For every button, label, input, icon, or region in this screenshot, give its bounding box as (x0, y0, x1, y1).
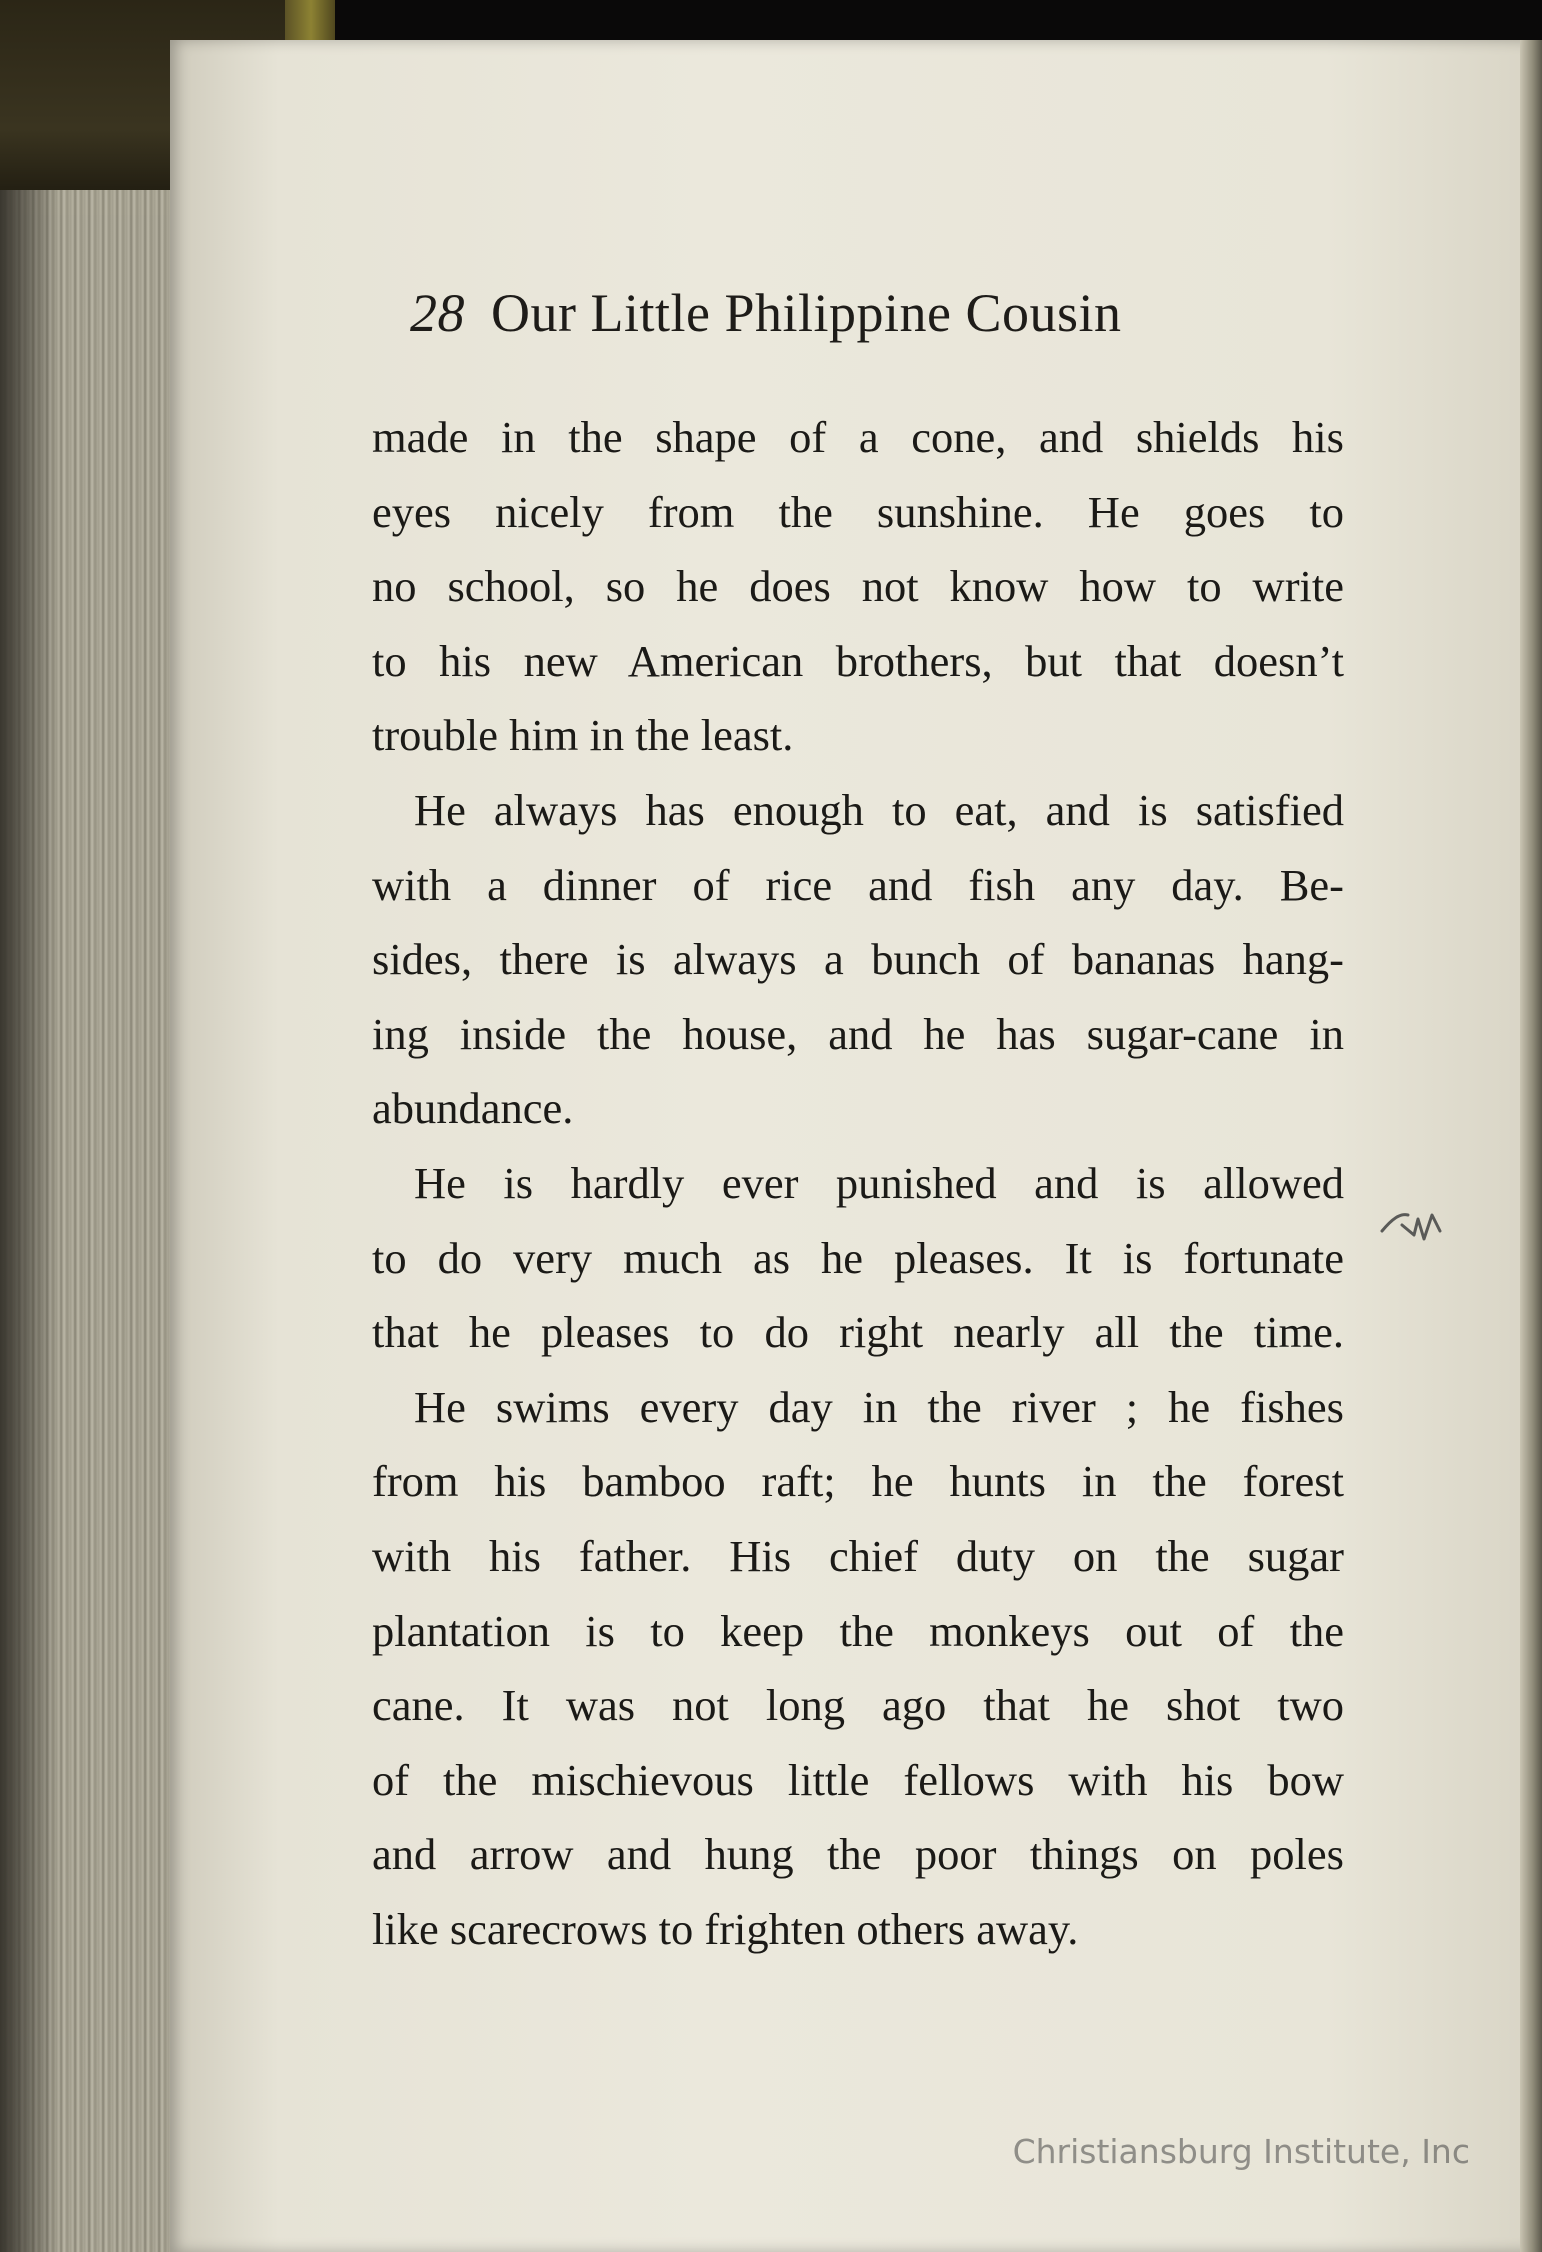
running-header (410, 282, 1122, 344)
text-line: plantation is to keep the monkeys out of the (372, 1605, 1344, 1656)
text-line: trouble him in the least. (372, 710, 794, 761)
text-line: He is hardly ever punished and is allowed (414, 1157, 1344, 1208)
text-line: like scarecrows to frighten others away. (372, 1903, 1079, 1954)
text-line: from his bamboo raft; he hunts in the forest (372, 1456, 1344, 1507)
text-line: of the mischievous little fellows with his bow (372, 1754, 1344, 1805)
page-number: 28 (410, 283, 465, 343)
text-line: abundance. (372, 1083, 574, 1134)
book-title: Our Little Philippine Cousin (491, 283, 1122, 343)
text-line: to do very much as he pleases. It is fortunate (372, 1232, 1344, 1283)
text-line: cane. It was not long ago that he shot two (372, 1680, 1344, 1731)
text-line: ing inside the house, and he has sugar-cane in (372, 1008, 1344, 1059)
text-line: with his father. His chief duty on the sugar (372, 1530, 1344, 1581)
text-line: that he pleases to do right nearly all the time. (372, 1307, 1344, 1358)
pencil-mark (1378, 1205, 1448, 1253)
text-line: He always has enough to eat, and is satisfied (414, 784, 1344, 835)
text-line: sides, there is always a bunch of bananas hang- (372, 934, 1344, 985)
text-line: to his new American brothers, but that doesn’t (372, 635, 1344, 686)
page-stack-shadow (0, 190, 60, 2252)
watermark: Christiansburg Institute, Inc (1012, 2132, 1470, 2171)
page-right-edge (1520, 40, 1542, 2252)
text-line: He swims every day in the river ; he fishes (414, 1381, 1344, 1432)
text-line: eyes nicely from the sunshine. He goes to (372, 486, 1344, 537)
text-line: made in the shape of a cone, and shields his (372, 412, 1344, 462)
text-line: no school, so he does not know how to write (372, 561, 1344, 612)
text-line: and arrow and hung the poor things on poles (372, 1829, 1344, 1880)
text-line: with a dinner of rice and fish any day. Be- (372, 859, 1344, 910)
body-text (372, 400, 1344, 1966)
